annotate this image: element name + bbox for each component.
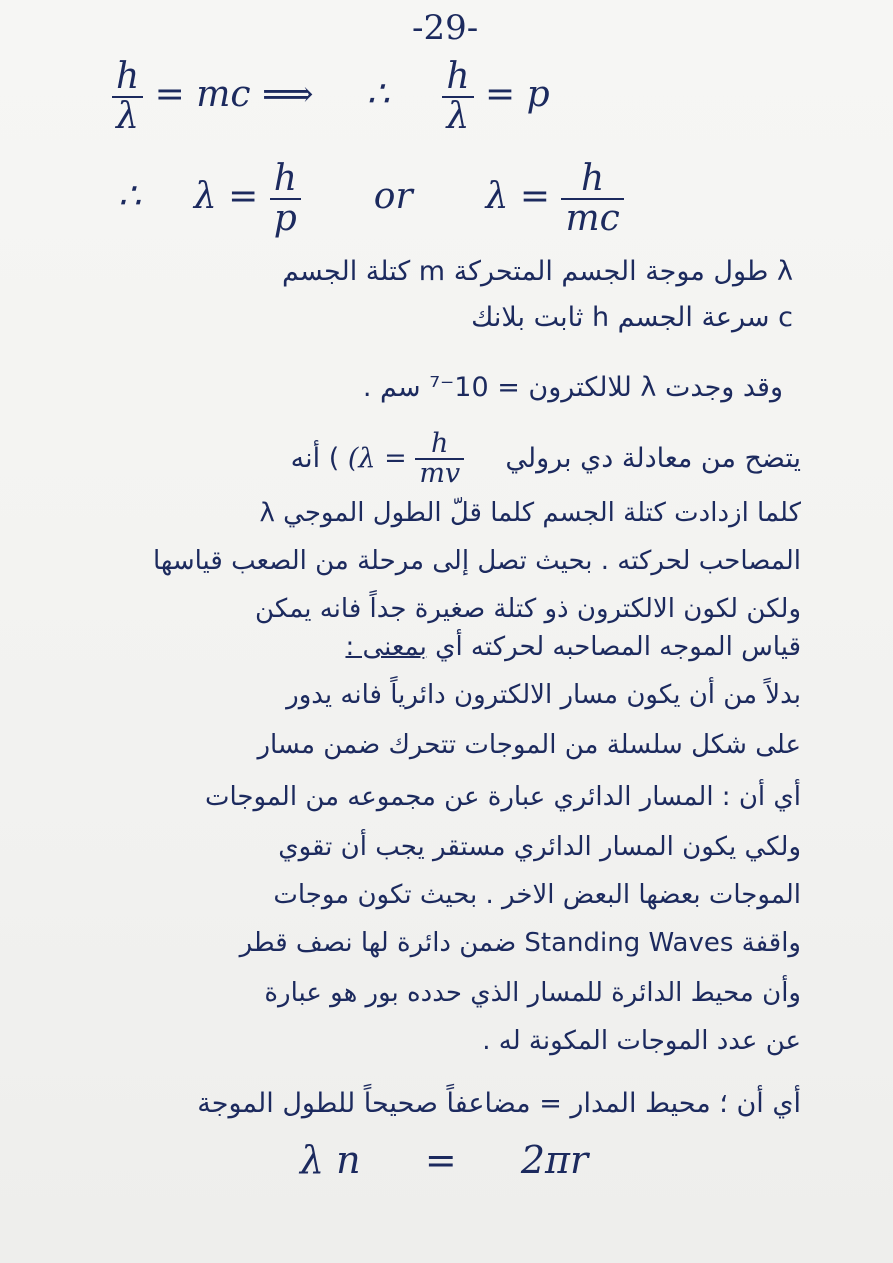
paragraph2-line-2: على شكل سلسلة من الموجات تتحرك ضمن مسار: [257, 730, 801, 760]
paragraph2-line-7: وأن محيط الدائرة للمسار الذي حدده بور هو عبارة: [264, 978, 801, 1008]
paragraph-line-3: ولكن لكون الالكترون ذو كتلة صغيرة جداً فانه يمكن: [255, 594, 801, 624]
paragraph-line-2: المصاحب لحركته . بحيث تصل إلى مرحلة من الصعب قياسها: [152, 546, 801, 576]
de-broglie-formula: (λ = $\frac{h}{mv}$: [348, 430, 464, 489]
paragraph-line-1: كلما ازدادت كتلة الجسم كلما قلّ الطول الموجي λ: [259, 498, 801, 528]
equals-p: = p: [484, 73, 550, 115]
fraction-h-over-mc: $\frac{h}{mc}$: [561, 160, 623, 238]
or-word: or: [373, 175, 413, 217]
conclusion-line: أي أن ؛ محيط المدار = مضاعفاً صحيحاً للطول الموجة: [197, 1088, 801, 1119]
equation-de-broglie: [118, 160, 624, 238]
electron-wavelength-value: وقد وجدت λ للالكترون = 10⁻⁷ سم .: [362, 372, 783, 403]
fraction-h-over-lambda: $\frac{h}{\lambda}$: [112, 58, 143, 136]
equation-momentum: [112, 58, 550, 136]
paragraph2-line-5: الموجات بعضها البعض الاخر . بحيث تكون موجات: [273, 880, 801, 910]
lambda-equals-2: λ =: [485, 175, 551, 217]
equals-mc: = mc ⟹: [154, 73, 314, 115]
paragraph-line-4: قياس الموجه المصاحبه لحركته أي بمعنى :: [345, 632, 801, 662]
de-broglie-sentence: يتضح من معادلة دي برولي (λ = $\frac{h}{mv}$ ) أنه: [290, 428, 801, 490]
lambda-equals: λ =: [193, 175, 259, 217]
fraction-h-over-lambda-2: $\frac{h}{\lambda}$: [442, 58, 473, 136]
paragraph2-line-6: واقفة Standing Waves ضمن دائرة لها نصف قطر: [239, 928, 801, 958]
underlined-phrase: بمعنى :: [345, 632, 427, 662]
paragraph2-line-8: عن عدد الموجات المكونة له .: [482, 1026, 801, 1056]
paragraph2-line-4: ولكي يكون المسار الدائري مستقر يجب أن تقوي: [278, 832, 801, 862]
fraction-h-over-p: $\frac{h}{p}$: [270, 160, 301, 238]
bohr-quantization-equation: λ n = 2πr: [300, 1138, 589, 1182]
legend-line-2: c سرعة الجسم h ثابت بلانك: [471, 302, 793, 333]
page-number: -29-: [412, 8, 479, 48]
legend-line-1: λ طول موجة الجسم المتحركة m كتلة الجسم: [282, 256, 793, 287]
paragraph2-line-1: بدلاً من أن يكون مسار الالكترون دائرياً فانه يدور: [286, 680, 801, 710]
therefore-symbol-2: ∴: [118, 175, 141, 217]
therefore-symbol: ∴: [366, 73, 390, 115]
paragraph2-line-3: أي أن : المسار الدائري عبارة عن مجموعه من الموجات: [204, 782, 801, 812]
